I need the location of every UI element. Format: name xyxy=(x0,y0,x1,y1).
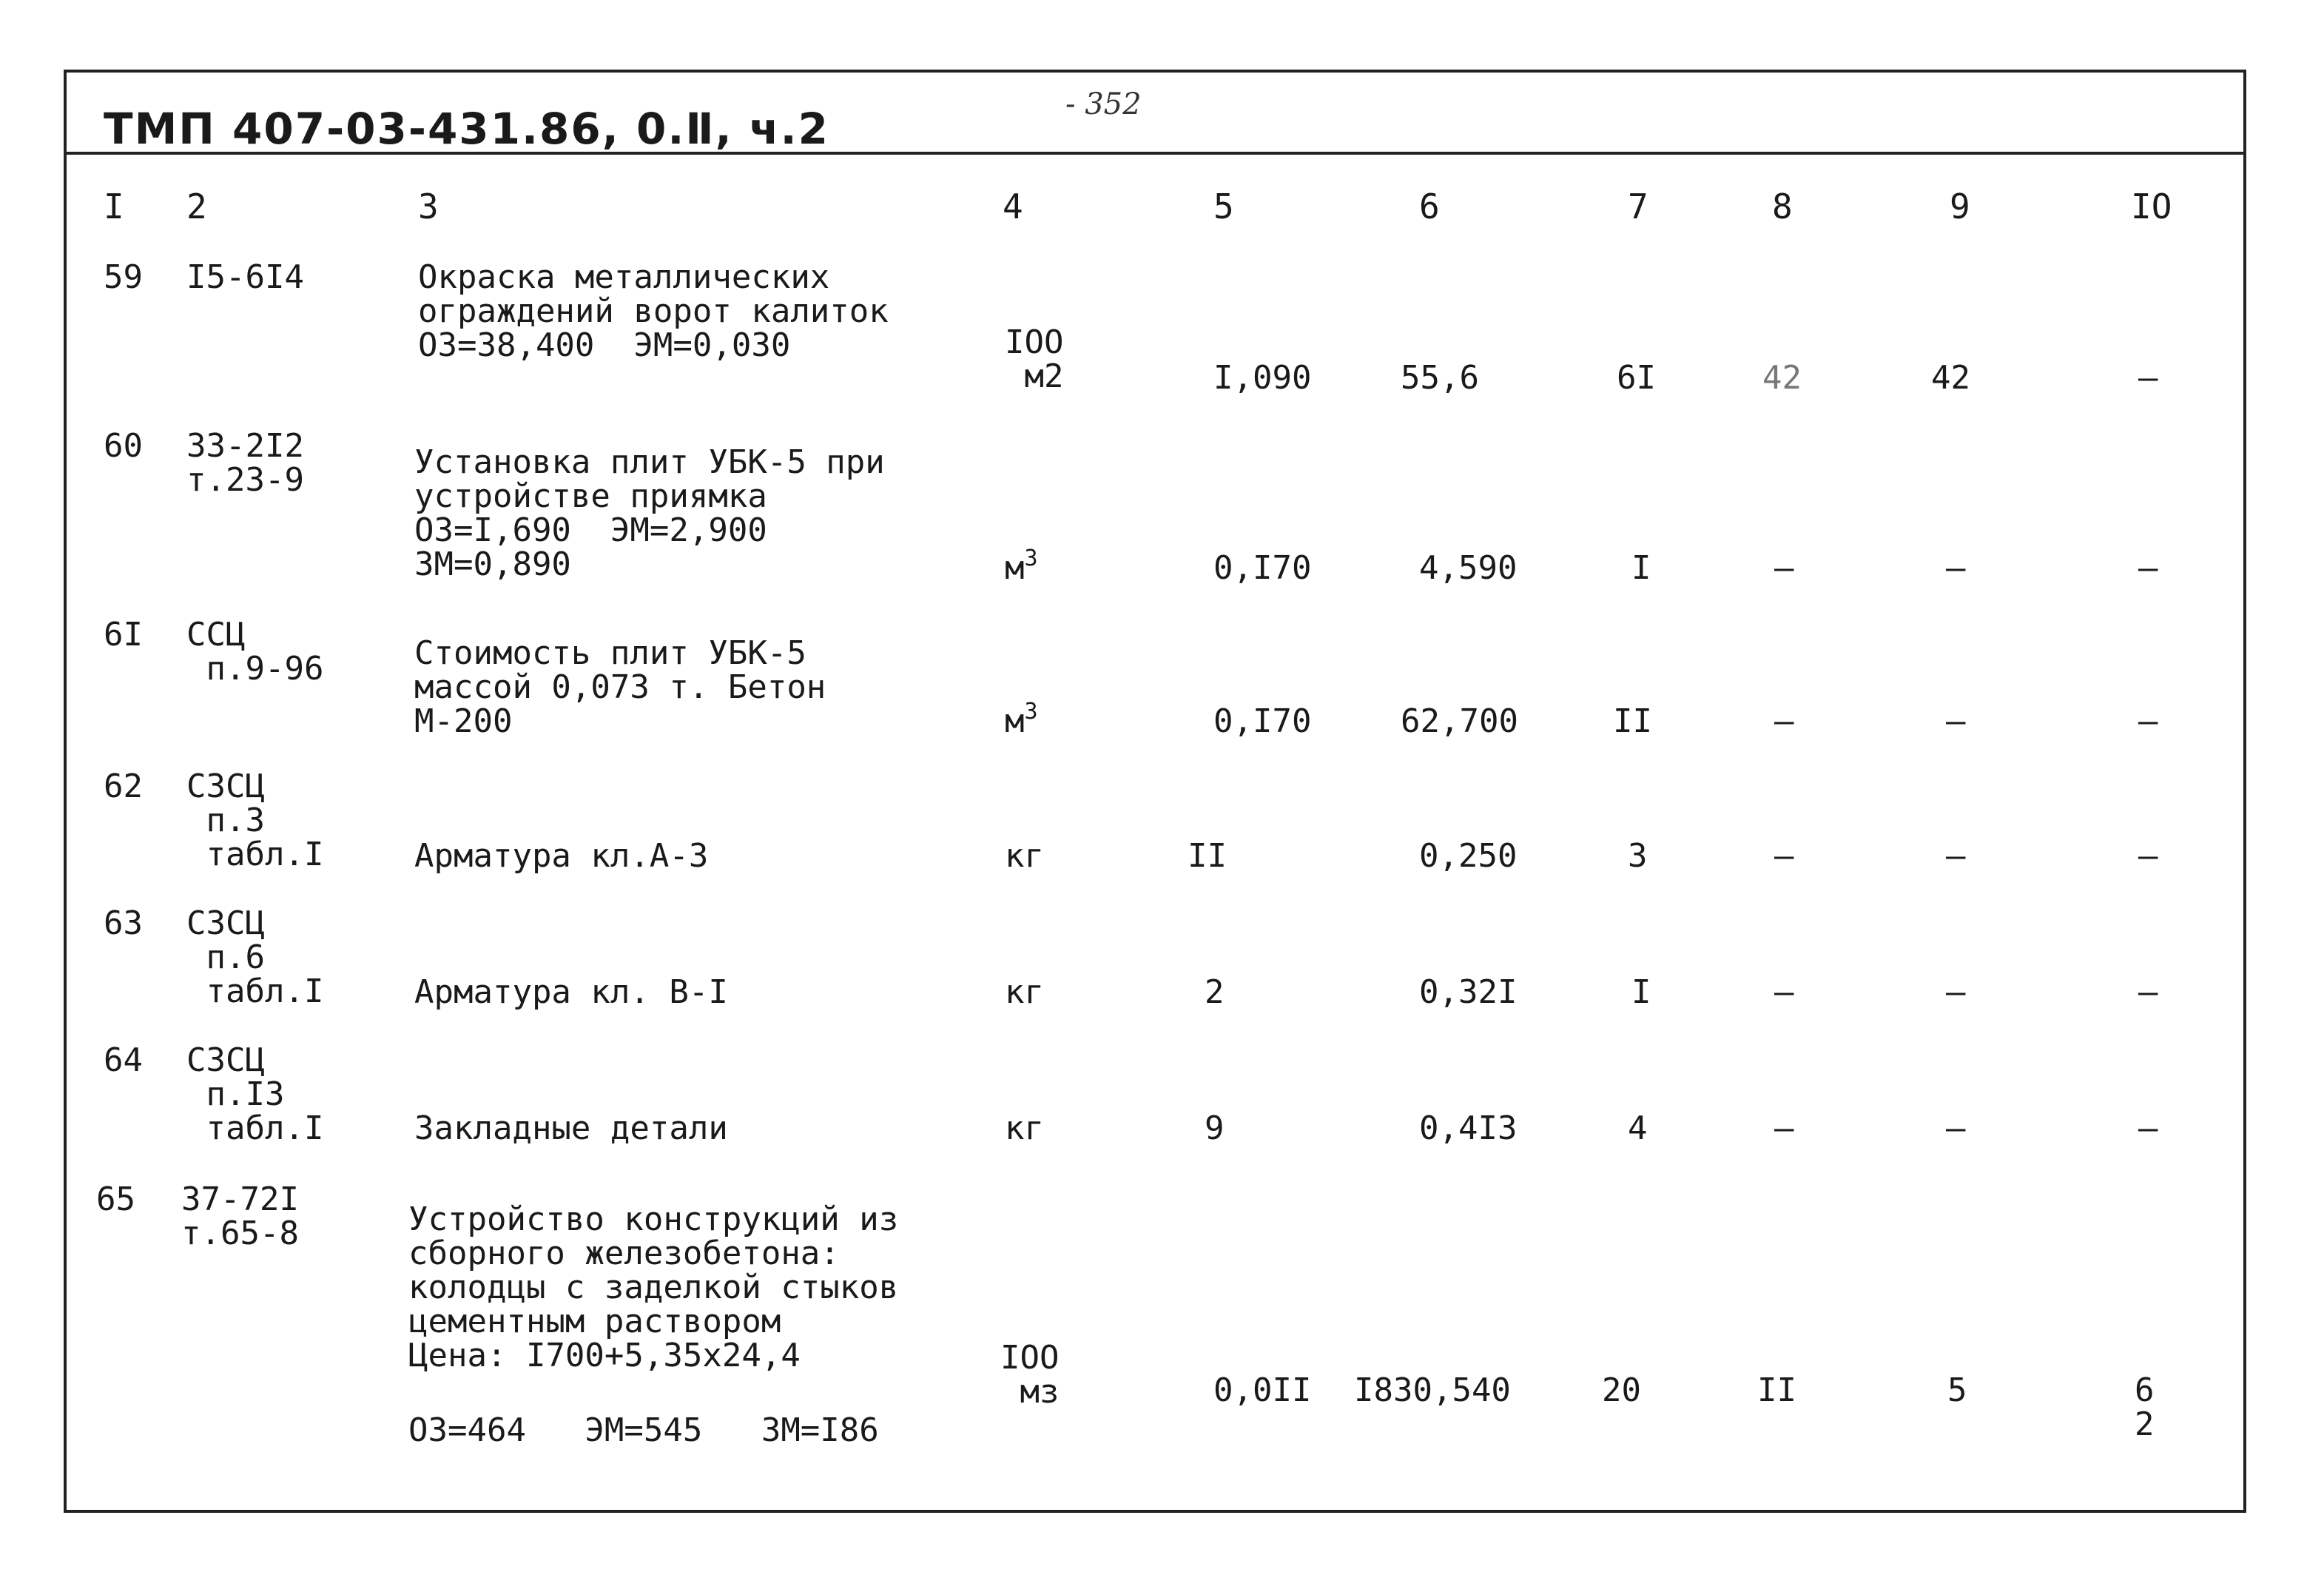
unit-price: 55,6 xyxy=(1401,359,1479,397)
col10-value: – xyxy=(2138,973,2158,1011)
unit-price: 62,700 xyxy=(1401,702,1518,740)
col8-value: – xyxy=(1774,837,1794,875)
quantity: I,090 xyxy=(1213,359,1312,397)
col10-value: – xyxy=(2138,549,2158,587)
column-header: IO xyxy=(2131,187,2172,226)
col10-value: 6 2 xyxy=(2135,1371,2155,1443)
column-header: 8 xyxy=(1772,187,1793,226)
norm-code: 33-2I2 т.23-9 xyxy=(186,427,304,499)
table-frame xyxy=(64,70,2246,1513)
unit: $м^3$ xyxy=(1005,699,1038,740)
quantity: 0,I70 xyxy=(1213,549,1312,587)
col9-value: 42 xyxy=(1931,359,1970,397)
column-header: 9 xyxy=(1950,187,1970,226)
col9-value: – xyxy=(1946,549,1966,587)
row-number: 6I xyxy=(104,616,143,654)
column-header: 2 xyxy=(186,187,207,226)
document-code: ТМП 407-03-431.86, 0.Ⅱ, ч.2 xyxy=(104,104,830,154)
column-header: 7 xyxy=(1628,187,1648,226)
unit: кг xyxy=(1005,1109,1044,1147)
unit: IOO м2 xyxy=(1005,323,1064,395)
col10-value: – xyxy=(2138,359,2158,397)
unit-price: 0,250 xyxy=(1419,837,1518,875)
work-description-totals: ОЗ=464 ЭМ=545 ЗМ=I86 xyxy=(408,1411,879,1449)
column-header: 3 xyxy=(418,187,439,226)
col9-value: – xyxy=(1946,702,1966,740)
col10-value: – xyxy=(2138,837,2158,875)
unit: кг xyxy=(1005,973,1044,1011)
column-header: 4 xyxy=(1003,187,1023,226)
row-number: 59 xyxy=(104,258,143,296)
col9-value: – xyxy=(1946,973,1966,1011)
col7-value: 4 xyxy=(1628,1109,1648,1147)
work-description: Закладные детали xyxy=(414,1109,728,1147)
unit-price: 0,32I xyxy=(1419,973,1518,1011)
norm-code: СЗСЦ п.3 табл.I xyxy=(186,768,324,873)
norm-code: СЗСЦ п.I3 табл.I xyxy=(186,1041,324,1147)
work-description: Арматура кл. В-I xyxy=(414,973,728,1011)
row-number: 64 xyxy=(104,1041,143,1079)
col7-value: I xyxy=(1631,549,1651,587)
row-number: 65 xyxy=(96,1180,135,1218)
col7-value: 20 xyxy=(1602,1371,1641,1409)
row-number: 62 xyxy=(104,768,143,805)
col8-value: II xyxy=(1757,1371,1796,1409)
work-description: Устройство конструкций из сборного железобетона: колодцы с заделкой стыков цементным раствором Цена: I700+5,35х24,4 xyxy=(408,1200,899,1374)
unit: IOO мз xyxy=(1000,1339,1060,1411)
unit-price: I830,540 xyxy=(1354,1371,1511,1409)
col8-value: 42 xyxy=(1762,359,1802,397)
norm-code: СЗСЦ п.6 табл.I xyxy=(186,904,324,1010)
col8-value: – xyxy=(1774,549,1794,587)
work-description: Арматура кл.А-3 xyxy=(414,837,709,875)
norm-code: 37-72I т.65-8 xyxy=(181,1180,299,1252)
work-description: Окраска металлических ограждений ворот калиток ОЗ=38,400 ЭМ=0,030 xyxy=(418,258,889,364)
quantity: 0,I70 xyxy=(1213,702,1312,740)
col9-value: 5 xyxy=(1947,1371,1967,1409)
quantity: 2 xyxy=(1205,973,1225,1011)
unit-price: 4,590 xyxy=(1419,549,1518,587)
col8-value: – xyxy=(1774,973,1794,1011)
col8-value: – xyxy=(1774,702,1794,740)
quantity: II xyxy=(1188,837,1227,875)
column-header: 6 xyxy=(1419,187,1440,226)
col8-value: – xyxy=(1774,1109,1794,1147)
unit: кг xyxy=(1005,837,1044,875)
norm-code: ССЦ п.9-96 xyxy=(186,616,324,688)
unit: $м^3$ xyxy=(1005,545,1038,587)
col7-value: 3 xyxy=(1628,837,1648,875)
col7-value: II xyxy=(1613,702,1652,740)
unit-price: 0,4I3 xyxy=(1419,1109,1518,1147)
col10-value: – xyxy=(2138,702,2158,740)
col7-value: I xyxy=(1631,973,1651,1011)
col10-value: – xyxy=(2138,1109,2158,1147)
column-header: I xyxy=(104,187,124,226)
column-header: 5 xyxy=(1213,187,1234,226)
quantity: 9 xyxy=(1205,1109,1225,1147)
col7-value: 6I xyxy=(1617,359,1656,397)
page-number: - 352 xyxy=(1065,87,1142,121)
norm-code: I5-6I4 xyxy=(186,258,304,296)
col9-value: – xyxy=(1946,1109,1966,1147)
quantity: 0,0II xyxy=(1213,1371,1312,1409)
col9-value: – xyxy=(1946,837,1966,875)
row-number: 60 xyxy=(104,427,143,465)
work-description: Установка плит УБК-5 при устройстве приямка ОЗ=I,690 ЭМ=2,900 ЗМ=0,890 xyxy=(414,443,885,583)
row-number: 63 xyxy=(104,904,143,942)
work-description: Стоимость плит УБК-5 массой 0,073 т. Бетон М-200 xyxy=(414,634,826,740)
